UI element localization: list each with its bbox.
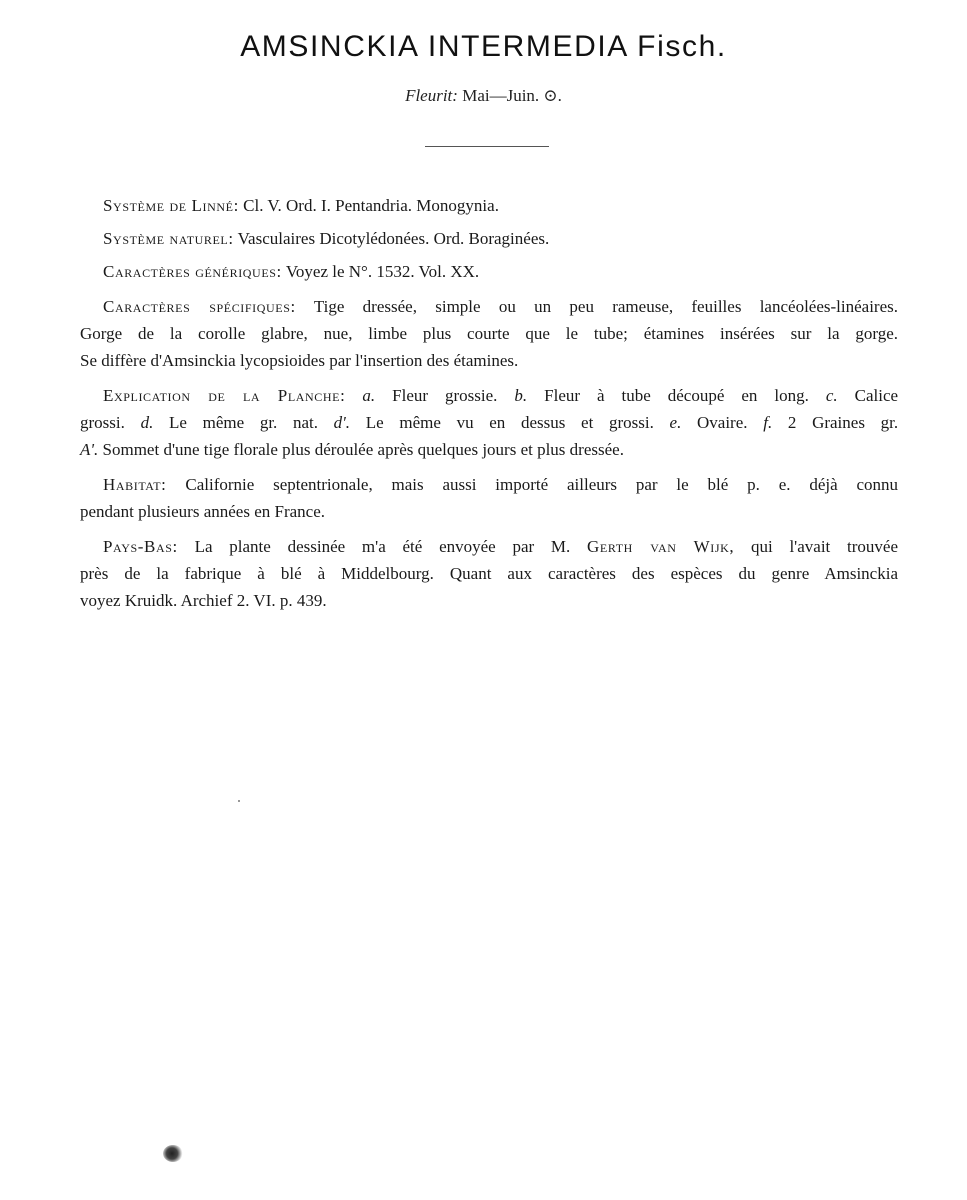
paysbas-label: Pays-Bas: — [103, 537, 178, 556]
section-generiques — [80, 258, 898, 285]
specifiques-line2: Gorge de la corolle glabre, nue, limbe plus courte que le tube; étamines insérées sur la gorge. — [80, 324, 898, 343]
flowering-label: Fleurit: — [405, 86, 458, 105]
paysbas-line1-post: qui l'avait trouvée — [750, 537, 899, 556]
specifiques-line1: Tige dressée, simple ou un peu rameuse, feuilles lancéolées-linéaires. — [313, 297, 898, 316]
habitat-line1: Californie septentrionale, mais aussi importé ailleurs par le blé p. e. déjà connu — [185, 475, 899, 494]
paysbas-line1-pre: La plante dessinée m'a été envoyée par M. — [194, 537, 571, 556]
collector-name: Gerth van Wijk, — [587, 537, 735, 556]
fig-f-text: 2 Graines gr. — [787, 413, 899, 432]
fig-a-letter: a. — [362, 386, 376, 405]
fig-f-letter: f. — [763, 413, 773, 432]
linne-text: Cl. V. Ord. I. Pentandria. Monogynia. — [243, 196, 499, 215]
fig-d-letter: d. — [140, 413, 154, 432]
fig-d2-text: Le même vu en dessus et grossi. — [365, 413, 654, 432]
fig-c-letter: c. — [825, 386, 838, 405]
section-paysbas — [80, 533, 898, 614]
fig-e-text: Ovaire. — [697, 413, 748, 432]
fig-d2-letter: d'. — [333, 413, 351, 432]
fig-c-text-cont: grossi. — [80, 413, 125, 432]
fig-e-letter: e. — [669, 413, 682, 432]
naturel-text: Vasculaires Dicotylédonées. Ord. Boraginées. — [237, 229, 550, 248]
generiques-label: Caractères génériques: — [103, 262, 282, 281]
section-linne — [80, 192, 898, 219]
linne-label: Système de Linné: — [103, 196, 239, 215]
paysbas-line2: près de la fabrique à blé à Middelbourg. Quant aux caractères des espèces du genre Amsinckia — [80, 564, 898, 583]
generiques-text: Voyez le N°. 1532. Vol. XX. — [285, 262, 480, 281]
title-divider — [425, 146, 549, 147]
fig-c-text: Calice — [854, 386, 899, 405]
flowering-period — [0, 86, 967, 106]
fig-A-text: Sommet d'une tige florale plus déroulée après quelques jours et plus dressée. — [102, 440, 624, 459]
section-explication — [80, 382, 898, 463]
paysbas-line3: voyez Kruidk. Archief 2. VI. p. 439. — [80, 591, 327, 610]
ink-blot — [163, 1145, 183, 1162]
description-body — [80, 192, 898, 622]
fig-b-text: Fleur à tube découpé en long. — [544, 386, 809, 405]
section-naturel — [80, 225, 898, 252]
habitat-line2: pendant plusieurs années en France. — [80, 502, 325, 521]
flowering-value: Mai—Juin. ⊙. — [462, 86, 562, 105]
fig-A-letter: A'. — [80, 440, 99, 459]
fig-a-text: Fleur grossie. — [392, 386, 498, 405]
section-specifiques — [80, 293, 898, 374]
explication-label: Explication de la Planche: — [103, 386, 346, 405]
naturel-label: Système naturel: — [103, 229, 234, 248]
dust-speck — [238, 800, 240, 802]
specifiques-label: Caractères spécifiques: — [103, 297, 296, 316]
fig-d-text: Le même gr. nat. — [169, 413, 318, 432]
specifiques-line3: Se diffère d'Amsinckia lycopsioides par l'insertion des étamines. — [80, 351, 519, 370]
page-title: AMSINCKIA INTERMEDIA Fisch. — [240, 30, 727, 63]
fig-b-letter: b. — [514, 386, 528, 405]
section-habitat — [80, 471, 898, 525]
habitat-label: Habitat: — [103, 475, 167, 494]
